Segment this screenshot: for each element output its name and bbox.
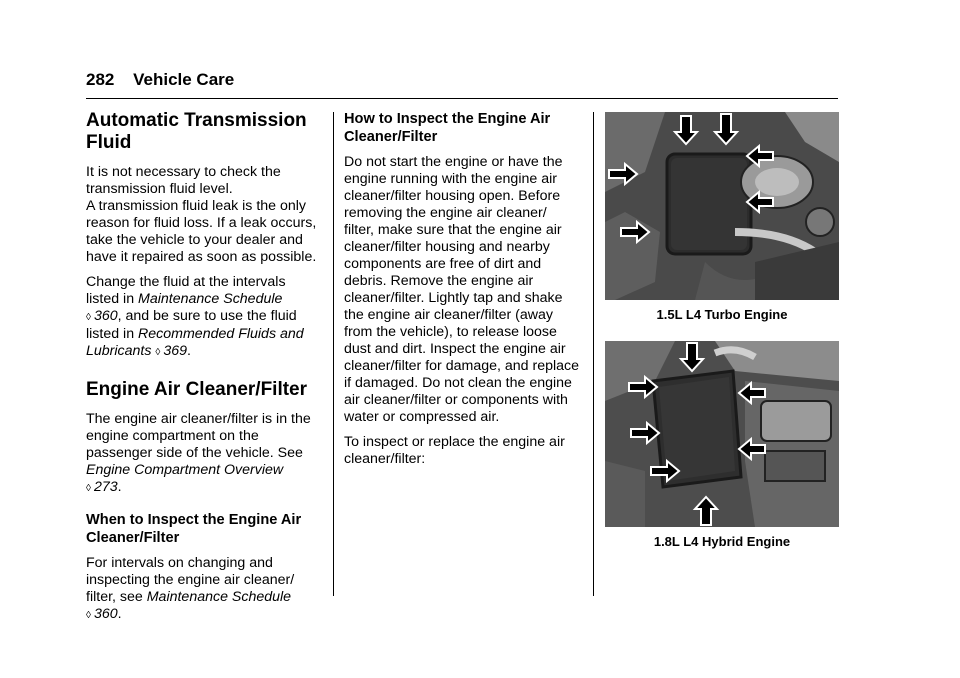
section-title: Vehicle Care — [133, 70, 235, 89]
page-header — [86, 70, 838, 90]
callout-arrows — [609, 114, 773, 242]
atf-heading: Automatic Transmission Fluid — [86, 110, 307, 153]
xref-glyph-icon: ◊ — [86, 483, 91, 494]
arrow-right-icon — [651, 461, 679, 481]
arrow-down-icon — [715, 114, 737, 144]
xref-maintenance-schedule-2[interactable]: Maintenance Schedule — [146, 589, 292, 605]
how-paragraph-2: To inspect or replace the engine air cleaner/filter: — [344, 434, 565, 467]
xref-glyph-icon: ◊ — [155, 347, 161, 358]
header-rule — [86, 98, 838, 99]
eac-heading: Engine Air Cleaner/Filter — [86, 379, 308, 400]
caption-hybrid-engine: 1.8L L4 Hybrid Engine — [653, 534, 791, 549]
xref-engine-compartment[interactable]: Engine Compartment Overview — [86, 462, 284, 478]
xref-page-273[interactable]: 273 — [93, 479, 118, 495]
arrow-down-icon — [681, 343, 703, 371]
xref-page-360[interactable]: 360 — [93, 308, 118, 324]
how-paragraph-1: Do not start the engine or have the engine running with the engine air cleaner/filter housing open. Before removing the engine air cleaner/ filter, make sure that the engine air cleaner/filter housing and nearby components are free of dirt and debris. Remove the engine air cleaner/filter. Lightly tap and shake the engine air cleaner/filter (away from the vehicle), to release loose dust and dirt. Inspect the engine air cleaner/filter for damage, and replace if damaged. Do not clean the engine air cleaner/filter or components with water or compressed air. — [344, 154, 580, 425]
arrow-right-icon — [629, 377, 657, 397]
how-heading: How to Inspect the Engine Air Cleaner/Filter — [344, 111, 551, 145]
arrow-up-icon — [695, 497, 717, 525]
arrow-right-icon — [621, 222, 649, 242]
hybrid-engine-photo — [605, 341, 839, 527]
turbo-engine-photo — [605, 112, 839, 300]
arrow-left-icon — [747, 192, 773, 212]
xref-glyph-icon: ◊ — [86, 312, 91, 323]
arrow-right-icon — [609, 164, 637, 184]
atf-paragraph-1a: It is not necessary to check the transmission fluid level. — [86, 164, 281, 197]
arrow-left-icon — [747, 146, 773, 166]
arrow-down-icon — [675, 116, 697, 144]
arrow-left-icon — [739, 439, 765, 459]
xref-recommended-fluids[interactable]: Recommended Fluids and Lubricants — [86, 326, 304, 359]
atf-paragraph-2: Change the fluid at the intervals listed in Maintenance Schedule ◊ 360, and be sure to use the fluid listed in Recommended Fluids and Lubricants ◊ 369. — [86, 274, 304, 359]
arrow-right-icon — [631, 423, 659, 443]
column-divider-1 — [333, 112, 334, 596]
when-paragraph: For intervals on changing and inspecting the engine air cleaner/ filter, see Maintenance Schedule ◊ 360. — [86, 555, 295, 622]
when-heading: When to Inspect the Engine Air Cleaner/Filter — [86, 512, 302, 546]
column-right — [605, 112, 839, 568]
atf-paragraph-1b: A transmission fluid leak is the only reason for fluid loss. If a leak occurs, take the vehicle to your dealer and have it repaired as soon as possible. — [86, 198, 317, 265]
xref-glyph-icon: ◊ — [86, 610, 91, 621]
column-divider-2 — [593, 112, 594, 596]
column-middle — [344, 110, 580, 476]
xref-page-369[interactable]: 369 — [163, 343, 188, 359]
page-number: 282 — [86, 70, 115, 89]
column-left — [86, 110, 322, 632]
caption-turbo-engine: 1.5L L4 Turbo Engine — [656, 307, 788, 322]
eac-paragraph: The engine air cleaner/filter is in the engine compartment on the passenger side of the vehicle. See Engine Compartment Overview ◊ 273. — [86, 411, 311, 495]
xref-maintenance-schedule[interactable]: Maintenance Schedule — [138, 291, 283, 307]
xref-page-360-2[interactable]: 360 — [93, 606, 118, 622]
callout-arrows — [629, 343, 765, 525]
arrow-left-icon — [739, 383, 765, 403]
